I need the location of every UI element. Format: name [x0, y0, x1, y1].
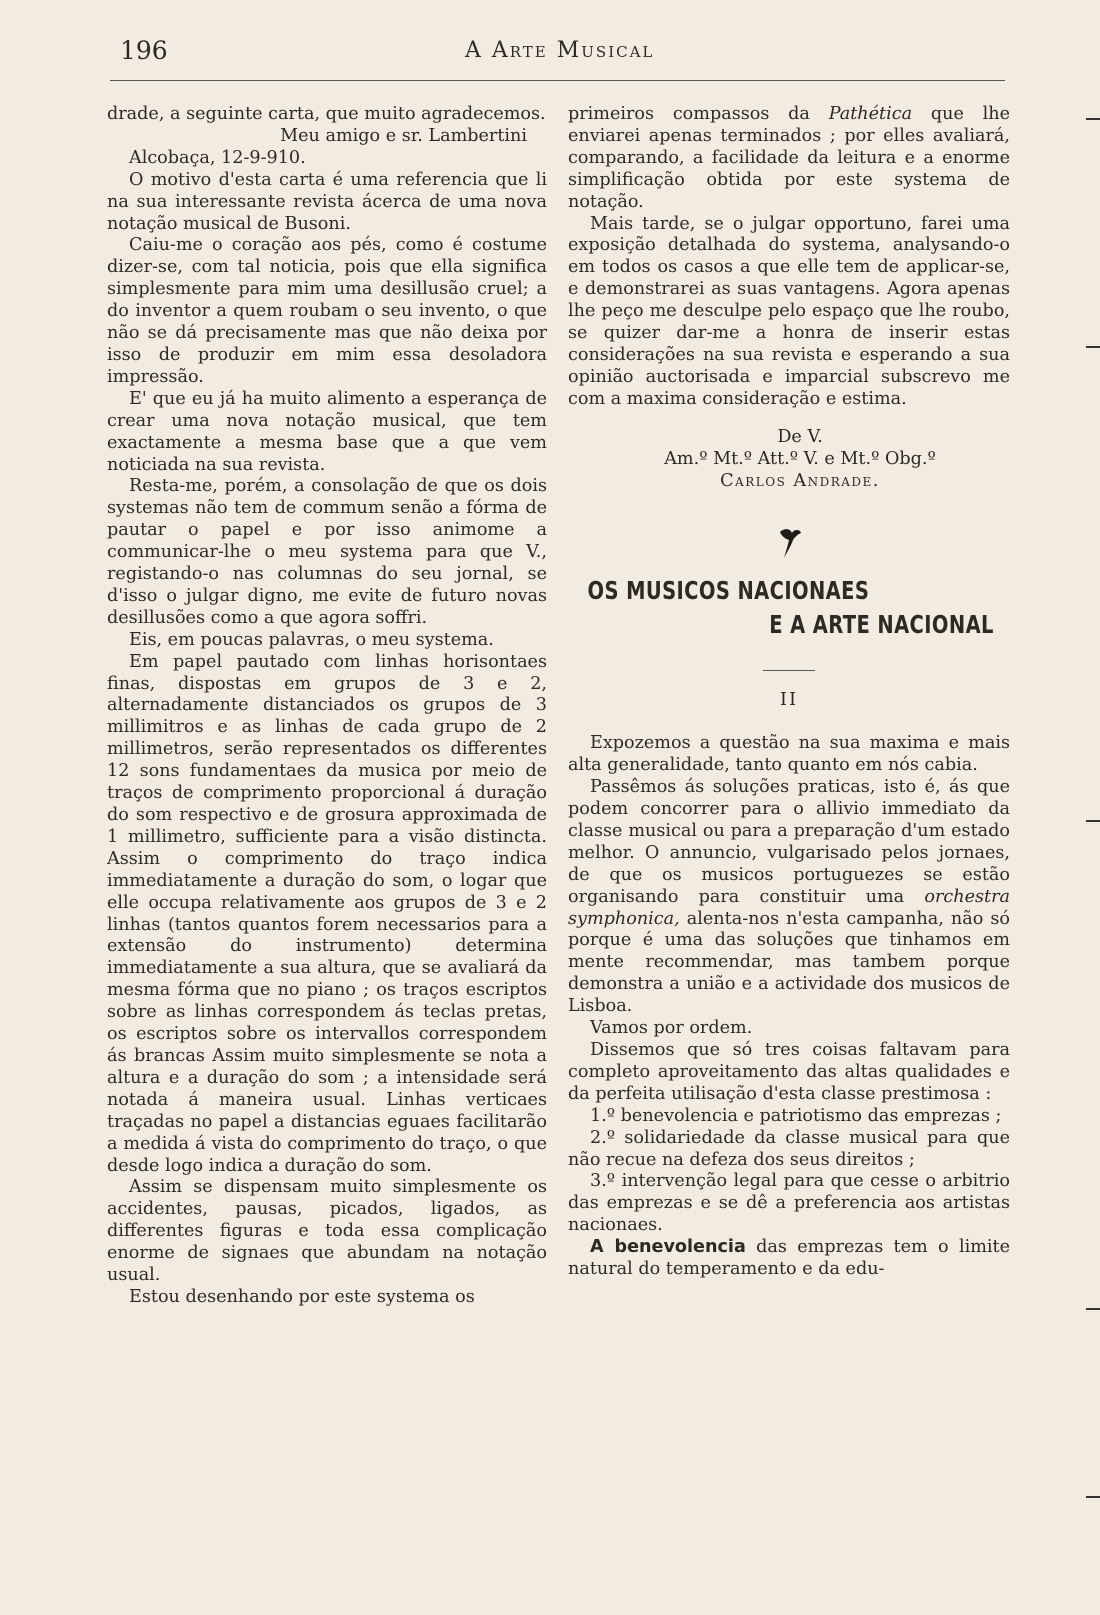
text-run: que lhe enviarei apenas terminados ; por elles avaliará, comparando, a facilidade da leitura e a enorme simplificação obtida por este systema de notação. [568, 104, 1010, 212]
closing-line-2: Am.º Mt.º Att.º V. e Mt.º Obg.º [664, 448, 936, 469]
signature: Carlos Andrade. [720, 470, 880, 491]
left-column [107, 104, 547, 1309]
paragraph [568, 1171, 1010, 1237]
paragraph: O motivo d'esta carta é uma referencia que li na sua interessante revista ácerca de uma nova notação musical de Busoni. [107, 169, 547, 234]
margin-mark [1086, 346, 1100, 348]
running-title: A Arte Musical [465, 38, 655, 63]
section-number: II [779, 689, 799, 711]
paragraph [568, 214, 1010, 411]
text-run: Vamos por ordem. [590, 1018, 753, 1039]
paragraph [568, 777, 1010, 1018]
paragraph [568, 1106, 1010, 1128]
letter-salutation: Meu amigo e sr. Lambertini [280, 125, 527, 146]
paragraph [568, 1040, 1010, 1106]
paragraph: Em papel pautado com linhas horisontaes finas, dispostas em grupos de 3 e 2, alternadamente distanciados os grupos de 3 millimitros e as linhas de cada grupo de 2 millimetros, serão representados os differentes 12 sons fundamentaes da musica por meio de traços de comprimento proporcional á duração do som respectivo e de grosura approximada de 1 millimetro, sufficiente para a visão distincta. Assim o comprimento do traço indica immediatamente a duração do som, o logar que elle occupa relativamente aos grupos de 3 e 2 linhas (tantos quantos forem necessarios para a extensão do instrumento) determina immediatamente a sua altura, que se avaliará da mesma fórma que no piano ; os traços escriptos sobre as linhas correspondem ás teclas pretas, os escriptos sobre os intervallos correspondem ás brancas Assim muito simplesmente se nota a altura e a duração do som ; a intensidade será notada á maneira usual. Linhas verticaes traçadas no papel a distancias eguaes facilitarão a medida á vista do comprimento do traço, o que desde logo indica a duração do som. [107, 651, 547, 1176]
italic-text: orchestra symphonica, [568, 886, 1010, 929]
article-body [568, 733, 1010, 1281]
header-rule [110, 80, 1005, 81]
paragraph [568, 104, 1010, 214]
paragraph: Assim se dispensam muito simplesmente os accidentes, pausas, picados, ligados, as differentes figuras e toda essa complicação enorme de signaes que abundam na notação usual. [107, 1177, 547, 1286]
paragraph: Resta-me, porém, a consolação de que os dois systemas não tem de commum senão a fórma de pautar o papel e por isso animome a communicar-lhe o meu systema para que V., registando-o nas columnas do seu jornal, se d'isso o julgar digno, me evite de futuro novas desillusões como a que agora soffri. [107, 476, 547, 628]
margin-mark [1086, 118, 1100, 120]
text-run: das emprezas tem o limite natural do temperamento e da edu- [568, 1237, 1011, 1280]
paragraph: E' que eu já ha muito alimento a esperança de crear uma nova notação musical, que tem exactamente a mesma base que a que vem noticiada na sua revista. [107, 388, 547, 475]
article-title-line2: E A ARTE NACIONAL [769, 610, 994, 640]
text-run: Mais tarde, se o julgar opportuno, farei uma exposição detalhada do systema, analysando-o em todos os casos a que elle tem de applicar-se, e demonstrarei as suas vantagens. Agora apenas lhe peço me desculpe pelo espaço que lhe roubo, se quizer dar-me a honra de inserir estas considerações na sua revista e esperando a sua opinião auctorisada e imparcial subscrevo me com a maxima consideração e estima. [568, 213, 1010, 409]
paragraph [568, 733, 1010, 777]
paragraph: Estou desenhando por este systema os [129, 1286, 475, 1307]
paragraph [568, 1237, 1010, 1281]
text-run: Passêmos ás soluções praticas, isto é, ás que podem concorrer para o allivio immediato da classe musical ou para a preparação d'um estado melhor. O annuncio, vulgarisado pelos jornaes, de que os musicos portuguezes se estão organisando para constituir uma [568, 777, 1010, 907]
letter-continuation [568, 104, 1010, 411]
bold-lead-text: A benevolencia [590, 1237, 746, 1258]
paragraph: Caiu-me o coração aos pés, como é costume dizer-se, com tal noticia, pois que ella significa simplesmente para mim uma desillusão cruel; a do inventor a quem roubam o seu invento, o que não se dá precisamente mas que não deixa por isso de produzir em mim essa desoladora impressão. [107, 235, 547, 387]
italic-text: Pathética [828, 104, 913, 124]
text-run: 1.º benevolencia e patriotismo das emprezas ; [590, 1105, 1002, 1126]
page-header [120, 36, 1010, 70]
page-number: 196 [120, 36, 168, 65]
margin-mark [1086, 820, 1100, 822]
text-run: Dissemos que só tres coisas faltavam para completo aproveitamento das altas qualidades e da perfeita utilisação d'esta classe prestimosa : [568, 1040, 1010, 1104]
margin-mark [1086, 1308, 1100, 1310]
paragraph [568, 1128, 1010, 1172]
paragraph: Eis, em poucas palavras, o meu systema. [129, 629, 494, 650]
margin-mark [1086, 1496, 1100, 1498]
title-divider [763, 670, 815, 671]
paragraph: drade, a seguinte carta, que muito agradecemos. [107, 104, 546, 124]
text-run: primeiros compassos da [568, 104, 829, 124]
text-run: Expozemos a questão na sua maxima e mais alta generalidade, tanto quanto em nós cabia. [568, 733, 1010, 776]
paragraph [568, 1018, 1010, 1040]
letter-dateline: Alcobaça, 12-9-910. [129, 147, 306, 168]
closing-line-1: De V. [777, 426, 823, 447]
text-run: 2.º solidariedade da classe musical para que não recue na defeza dos seus direitos ; [568, 1127, 1010, 1170]
article-title [568, 574, 1005, 642]
text-run: 3.º intervenção legal para que cesse o arbitrio das emprezas e se dê a preferencia aos artistas nacionaes. [568, 1171, 1010, 1236]
fleuron-ornament-icon [568, 524, 1010, 564]
right-column [568, 104, 1010, 1281]
text-run: alenta-nos n'esta campanha, não só porque é uma das soluções que tinhamos em mente recommendar, mas tambem porque demonstra a união e a actividade dos musicos de Lisboa. [568, 908, 1010, 1017]
article-title-line1: OS MUSICOS NACIONAES [587, 576, 870, 606]
